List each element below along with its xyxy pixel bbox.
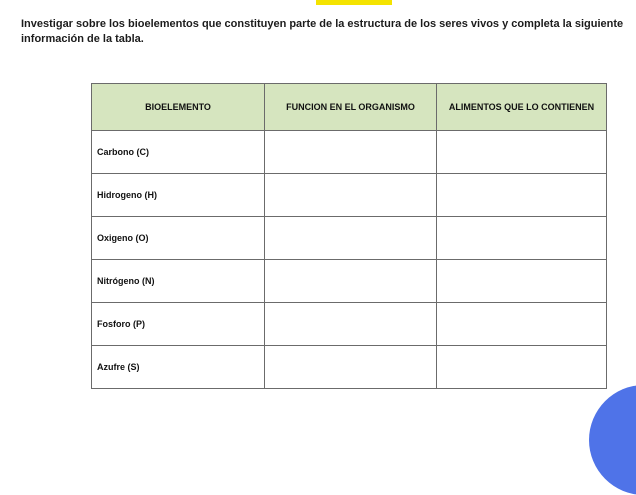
function-cell[interactable]	[265, 346, 437, 389]
bioelement-name: Oxigeno (O)	[92, 217, 265, 260]
foods-cell[interactable]	[437, 217, 607, 260]
header-alimentos: ALIMENTOS QUE LO CONTIENEN	[437, 84, 607, 131]
function-cell[interactable]	[265, 217, 437, 260]
bioelement-name: Hidrogeno (H)	[92, 174, 265, 217]
table-row	[92, 174, 607, 217]
foods-cell[interactable]	[437, 260, 607, 303]
bioelement-name: Azufre (S)	[92, 346, 265, 389]
foods-cell[interactable]	[437, 131, 607, 174]
table-row	[92, 303, 607, 346]
bioelements-table	[91, 83, 607, 389]
function-cell[interactable]	[265, 260, 437, 303]
table-header-row	[92, 84, 607, 131]
foods-cell[interactable]	[437, 346, 607, 389]
bioelement-name: Fosforo (P)	[92, 303, 265, 346]
function-cell[interactable]	[265, 174, 437, 217]
table-row	[92, 131, 607, 174]
function-cell[interactable]	[265, 131, 437, 174]
foods-cell[interactable]	[437, 174, 607, 217]
corner-badge[interactable]	[589, 385, 636, 495]
function-cell[interactable]	[265, 303, 437, 346]
table-row	[92, 346, 607, 389]
bioelement-name: Carbono (C)	[92, 131, 265, 174]
table-row	[92, 217, 607, 260]
title-highlight	[316, 0, 392, 5]
header-funcion: FUNCION EN EL ORGANISMO	[265, 84, 437, 131]
table-row	[92, 260, 607, 303]
foods-cell[interactable]	[437, 303, 607, 346]
instructions-text: Investigar sobre los bioelementos que constituyen parte de la estructura de los seres vivos y completa la siguiente información de la tabla.	[21, 18, 624, 45]
bioelement-name: Nitrógeno (N)	[92, 260, 265, 303]
header-bioelemento: BIOELEMENTO	[92, 84, 265, 131]
